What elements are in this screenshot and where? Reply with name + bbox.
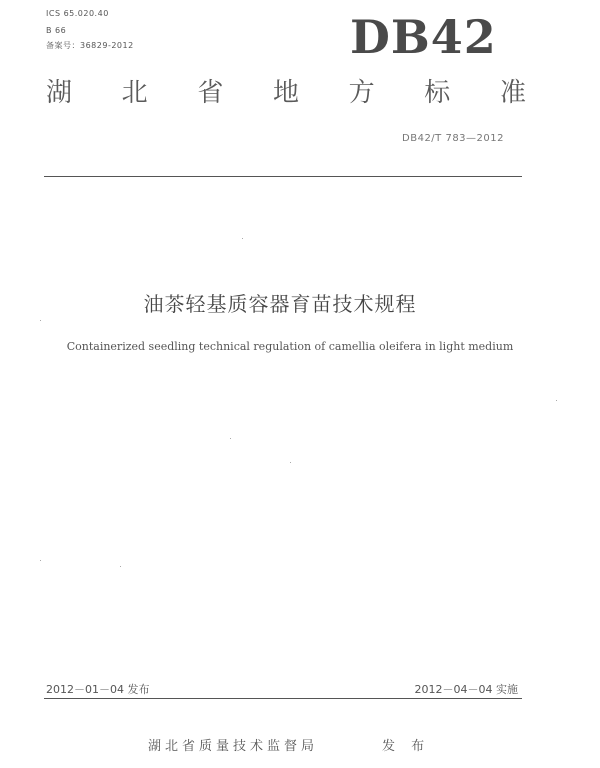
heading-char-2: 北 [121, 78, 148, 108]
top-divider [44, 176, 522, 177]
heading-char-7: 准 [499, 78, 526, 108]
issue-date: 2012－01－04 发布 [46, 683, 150, 696]
heading-char-1: 湖 [46, 78, 73, 108]
heading-char-5: 方 [348, 78, 375, 108]
title-chinese: 油茶轻基质容器育苗技术规程 [143, 292, 417, 316]
bottom-divider [44, 698, 522, 699]
scan-speck [120, 566, 121, 567]
heading-char-6: 标 [424, 78, 451, 108]
scan-speck [290, 462, 291, 463]
record-number: 备案号：36829-2012 [46, 41, 134, 50]
scan-speck [40, 560, 41, 561]
standard-number: DB42/T 783—2012 [402, 133, 504, 144]
ics-code: ICS 65.020.40 [46, 9, 109, 18]
implementation-date: 2012－04－04 实施 [414, 683, 518, 696]
title-english: Containerized seedling technical regulation of camellia oleifera in light medium [66, 340, 514, 353]
heading-char-4: 地 [272, 78, 299, 108]
issuing-authority: 湖北省质量技术监督局 [148, 739, 319, 754]
heading-char-3: 省 [197, 78, 224, 108]
classification-code: B 66 [46, 26, 67, 35]
db42-logo: DB42 [350, 10, 497, 64]
scan-speck [242, 238, 243, 239]
scan-speck [40, 320, 41, 321]
scan-speck [230, 438, 231, 439]
issuer-action: 发 布 [382, 739, 431, 754]
province-standard-heading [46, 80, 526, 106]
scan-speck [556, 400, 557, 401]
